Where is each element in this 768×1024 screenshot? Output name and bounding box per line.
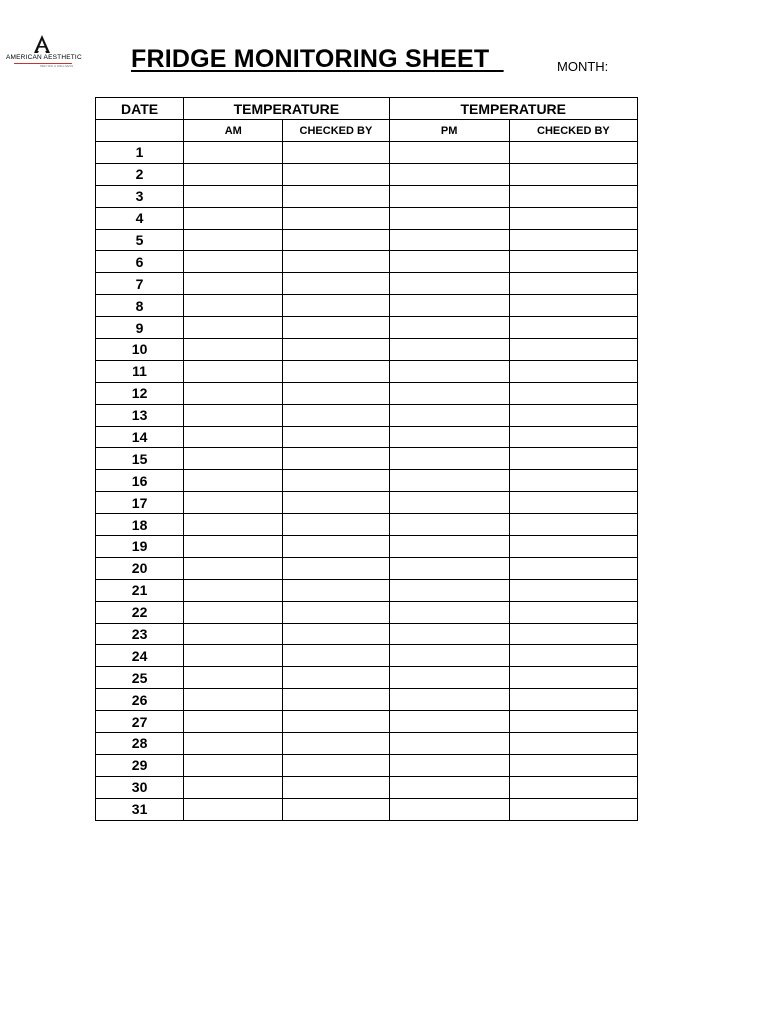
page-title: FRIDGE MONITORING SHEET — [131, 45, 504, 73]
fridge-monitoring-table — [95, 97, 638, 821]
day-number: 12 — [96, 382, 184, 404]
table-row — [96, 251, 638, 273]
table-row — [96, 733, 638, 755]
table-row — [96, 579, 638, 601]
am-temperature-cell[interactable] — [184, 185, 283, 207]
pm-temperature-cell[interactable] — [389, 142, 509, 164]
day-number: 22 — [96, 601, 184, 623]
am-checked-by-cell[interactable] — [283, 776, 389, 798]
am-checked-by-cell[interactable] — [283, 426, 389, 448]
table-row — [96, 295, 638, 317]
am-checked-by-cell[interactable] — [283, 557, 389, 579]
am-temperature-cell[interactable] — [184, 536, 283, 558]
pm-checked-by-cell[interactable] — [509, 163, 637, 185]
am-temperature-cell[interactable] — [184, 667, 283, 689]
logo-tagline: MED SPA & WELLNESS — [40, 64, 74, 68]
am-checked-by-cell[interactable] — [283, 645, 389, 667]
am-checked-by-cell[interactable] — [283, 317, 389, 339]
pm-checked-by-cell[interactable] — [509, 470, 637, 492]
pm-checked-by-cell[interactable] — [509, 667, 637, 689]
pm-checked-by-cell[interactable] — [509, 251, 637, 273]
am-checked-by-cell[interactable] — [283, 273, 389, 295]
day-number: 10 — [96, 339, 184, 361]
day-number: 13 — [96, 404, 184, 426]
pm-checked-by-cell[interactable] — [509, 601, 637, 623]
pm-temperature-cell[interactable] — [389, 229, 509, 251]
pm-checked-by-cell[interactable] — [509, 733, 637, 755]
am-temperature-cell[interactable] — [184, 601, 283, 623]
am-temperature-cell[interactable] — [184, 514, 283, 536]
table-row — [96, 317, 638, 339]
table-row — [96, 557, 638, 579]
day-number: 11 — [96, 360, 184, 382]
day-number: 23 — [96, 623, 184, 645]
pm-temperature-cell[interactable] — [389, 754, 509, 776]
am-temperature-cell[interactable] — [184, 207, 283, 229]
day-number: 1 — [96, 142, 184, 164]
table-row — [96, 601, 638, 623]
day-number: 17 — [96, 492, 184, 514]
table-row — [96, 207, 638, 229]
am-temperature-cell[interactable] — [184, 623, 283, 645]
table-header-row — [96, 98, 638, 120]
pm-temperature-cell[interactable] — [389, 733, 509, 755]
am-checked-by-cell[interactable] — [283, 754, 389, 776]
am-checked-by-cell[interactable] — [283, 514, 389, 536]
day-number: 5 — [96, 229, 184, 251]
am-checked-by-cell[interactable] — [283, 492, 389, 514]
day-number: 8 — [96, 295, 184, 317]
am-temperature-cell[interactable] — [184, 251, 283, 273]
am-checked-by-cell[interactable] — [283, 404, 389, 426]
pm-temperature-cell[interactable] — [389, 798, 509, 820]
subheader-date-blank — [96, 120, 184, 142]
pm-temperature-cell[interactable] — [389, 426, 509, 448]
day-number: 20 — [96, 557, 184, 579]
am-temperature-cell[interactable] — [184, 733, 283, 755]
table-row — [96, 339, 638, 361]
pm-checked-by-cell[interactable] — [509, 426, 637, 448]
am-checked-by-cell[interactable] — [283, 601, 389, 623]
pm-temperature-cell[interactable] — [389, 689, 509, 711]
am-temperature-cell[interactable] — [184, 317, 283, 339]
pm-temperature-cell[interactable] — [389, 492, 509, 514]
pm-temperature-cell[interactable] — [389, 601, 509, 623]
pm-checked-by-cell[interactable] — [509, 754, 637, 776]
day-number: 18 — [96, 514, 184, 536]
pm-checked-by-cell[interactable] — [509, 514, 637, 536]
pm-temperature-cell[interactable] — [389, 579, 509, 601]
table-row — [96, 798, 638, 820]
am-temperature-cell[interactable] — [184, 448, 283, 470]
table-row — [96, 536, 638, 558]
pm-temperature-cell[interactable] — [389, 185, 509, 207]
pm-checked-by-cell[interactable] — [509, 229, 637, 251]
pm-temperature-cell[interactable] — [389, 207, 509, 229]
day-number: 26 — [96, 689, 184, 711]
am-checked-by-cell[interactable] — [283, 579, 389, 601]
am-temperature-cell[interactable] — [184, 645, 283, 667]
table-row — [96, 492, 638, 514]
subheader-am-checked-by: CHECKED BY — [283, 120, 389, 142]
pm-temperature-cell[interactable] — [389, 514, 509, 536]
pm-checked-by-cell[interactable] — [509, 185, 637, 207]
day-number: 21 — [96, 579, 184, 601]
day-number: 3 — [96, 185, 184, 207]
am-checked-by-cell[interactable] — [283, 798, 389, 820]
table-row — [96, 689, 638, 711]
pm-temperature-cell[interactable] — [389, 776, 509, 798]
pm-checked-by-cell[interactable] — [509, 295, 637, 317]
pm-temperature-cell[interactable] — [389, 339, 509, 361]
am-checked-by-cell[interactable] — [283, 207, 389, 229]
am-temperature-cell[interactable] — [184, 426, 283, 448]
am-checked-by-cell[interactable] — [283, 163, 389, 185]
am-temperature-cell[interactable] — [184, 295, 283, 317]
am-checked-by-cell[interactable] — [283, 470, 389, 492]
am-temperature-cell[interactable] — [184, 557, 283, 579]
day-number: 29 — [96, 754, 184, 776]
pm-checked-by-cell[interactable] — [509, 317, 637, 339]
am-temperature-cell[interactable] — [184, 776, 283, 798]
pm-checked-by-cell[interactable] — [509, 492, 637, 514]
day-number: 7 — [96, 273, 184, 295]
pm-temperature-cell[interactable] — [389, 251, 509, 273]
day-number: 24 — [96, 645, 184, 667]
pm-temperature-cell[interactable] — [389, 623, 509, 645]
day-number: 16 — [96, 470, 184, 492]
am-temperature-cell[interactable] — [184, 579, 283, 601]
am-checked-by-cell[interactable] — [283, 142, 389, 164]
day-number: 27 — [96, 711, 184, 733]
am-checked-by-cell[interactable] — [283, 229, 389, 251]
pm-temperature-cell[interactable] — [389, 536, 509, 558]
pm-temperature-cell[interactable] — [389, 645, 509, 667]
am-checked-by-cell[interactable] — [283, 251, 389, 273]
company-logo — [6, 34, 82, 70]
column-group-temperature-pm: TEMPERATURE — [389, 98, 637, 120]
table-row — [96, 448, 638, 470]
am-temperature-cell[interactable] — [184, 382, 283, 404]
pm-checked-by-cell[interactable] — [509, 776, 637, 798]
am-checked-by-cell[interactable] — [283, 667, 389, 689]
am-checked-by-cell[interactable] — [283, 536, 389, 558]
day-number: 15 — [96, 448, 184, 470]
pm-temperature-cell[interactable] — [389, 382, 509, 404]
table-row — [96, 645, 638, 667]
table-row — [96, 776, 638, 798]
pm-checked-by-cell[interactable] — [509, 798, 637, 820]
pm-checked-by-cell[interactable] — [509, 557, 637, 579]
pm-temperature-cell[interactable] — [389, 360, 509, 382]
am-temperature-cell[interactable] — [184, 360, 283, 382]
am-temperature-cell[interactable] — [184, 229, 283, 251]
pm-temperature-cell[interactable] — [389, 470, 509, 492]
pm-checked-by-cell[interactable] — [509, 360, 637, 382]
pm-checked-by-cell[interactable] — [509, 689, 637, 711]
table-row — [96, 142, 638, 164]
table-row — [96, 667, 638, 689]
day-number: 2 — [96, 163, 184, 185]
table-row — [96, 273, 638, 295]
table-row — [96, 382, 638, 404]
day-number: 31 — [96, 798, 184, 820]
am-temperature-cell[interactable] — [184, 689, 283, 711]
column-header-date: DATE — [96, 98, 184, 120]
pm-temperature-cell[interactable] — [389, 667, 509, 689]
pm-temperature-cell[interactable] — [389, 448, 509, 470]
am-checked-by-cell[interactable] — [283, 711, 389, 733]
table-row — [96, 754, 638, 776]
am-temperature-cell[interactable] — [184, 798, 283, 820]
table-row — [96, 426, 638, 448]
am-temperature-cell[interactable] — [184, 492, 283, 514]
pm-checked-by-cell[interactable] — [509, 448, 637, 470]
am-checked-by-cell[interactable] — [283, 295, 389, 317]
day-rows — [96, 142, 638, 821]
am-temperature-cell[interactable] — [184, 339, 283, 361]
table-row — [96, 711, 638, 733]
table-row — [96, 623, 638, 645]
day-number: 30 — [96, 776, 184, 798]
pm-checked-by-cell[interactable] — [509, 645, 637, 667]
logo-brand-text: AMERICAN AESTHETIC — [6, 54, 82, 61]
am-checked-by-cell[interactable] — [283, 339, 389, 361]
pm-checked-by-cell[interactable] — [509, 142, 637, 164]
pm-checked-by-cell[interactable] — [509, 207, 637, 229]
pm-checked-by-cell[interactable] — [509, 579, 637, 601]
am-checked-by-cell[interactable] — [283, 623, 389, 645]
table-row — [96, 404, 638, 426]
pm-checked-by-cell[interactable] — [509, 273, 637, 295]
pm-checked-by-cell[interactable] — [509, 536, 637, 558]
pm-checked-by-cell[interactable] — [509, 711, 637, 733]
pm-temperature-cell[interactable] — [389, 295, 509, 317]
table-row — [96, 470, 638, 492]
day-number: 9 — [96, 317, 184, 339]
table-row — [96, 163, 638, 185]
am-checked-by-cell[interactable] — [283, 733, 389, 755]
am-checked-by-cell[interactable] — [283, 185, 389, 207]
am-temperature-cell[interactable] — [184, 273, 283, 295]
pm-checked-by-cell[interactable] — [509, 404, 637, 426]
pm-temperature-cell[interactable] — [389, 163, 509, 185]
pm-temperature-cell[interactable] — [389, 711, 509, 733]
am-temperature-cell[interactable] — [184, 142, 283, 164]
am-checked-by-cell[interactable] — [283, 382, 389, 404]
pm-temperature-cell[interactable] — [389, 404, 509, 426]
month-label: MONTH: — [557, 59, 609, 74]
am-temperature-cell[interactable] — [184, 163, 283, 185]
day-number: 6 — [96, 251, 184, 273]
pm-temperature-cell[interactable] — [389, 557, 509, 579]
table-row — [96, 185, 638, 207]
day-number: 19 — [96, 536, 184, 558]
table-row — [96, 360, 638, 382]
pm-checked-by-cell[interactable] — [509, 623, 637, 645]
table-row — [96, 229, 638, 251]
am-temperature-cell[interactable] — [184, 470, 283, 492]
pm-temperature-cell[interactable] — [389, 317, 509, 339]
subheader-pm: PM — [389, 120, 509, 142]
table-row — [96, 514, 638, 536]
day-number: 25 — [96, 667, 184, 689]
am-checked-by-cell[interactable] — [283, 689, 389, 711]
logo-mark-icon — [32, 34, 52, 54]
column-group-temperature-am: TEMPERATURE — [184, 98, 389, 120]
am-temperature-cell[interactable] — [184, 404, 283, 426]
pm-checked-by-cell[interactable] — [509, 382, 637, 404]
day-number: 4 — [96, 207, 184, 229]
pm-temperature-cell[interactable] — [389, 273, 509, 295]
am-temperature-cell[interactable] — [184, 711, 283, 733]
subheader-pm-checked-by: CHECKED BY — [509, 120, 637, 142]
am-checked-by-cell[interactable] — [283, 360, 389, 382]
am-checked-by-cell[interactable] — [283, 448, 389, 470]
day-number: 28 — [96, 733, 184, 755]
am-temperature-cell[interactable] — [184, 754, 283, 776]
day-number: 14 — [96, 426, 184, 448]
subheader-am: AM — [184, 120, 283, 142]
pm-checked-by-cell[interactable] — [509, 339, 637, 361]
table-subheader-row — [96, 120, 638, 142]
